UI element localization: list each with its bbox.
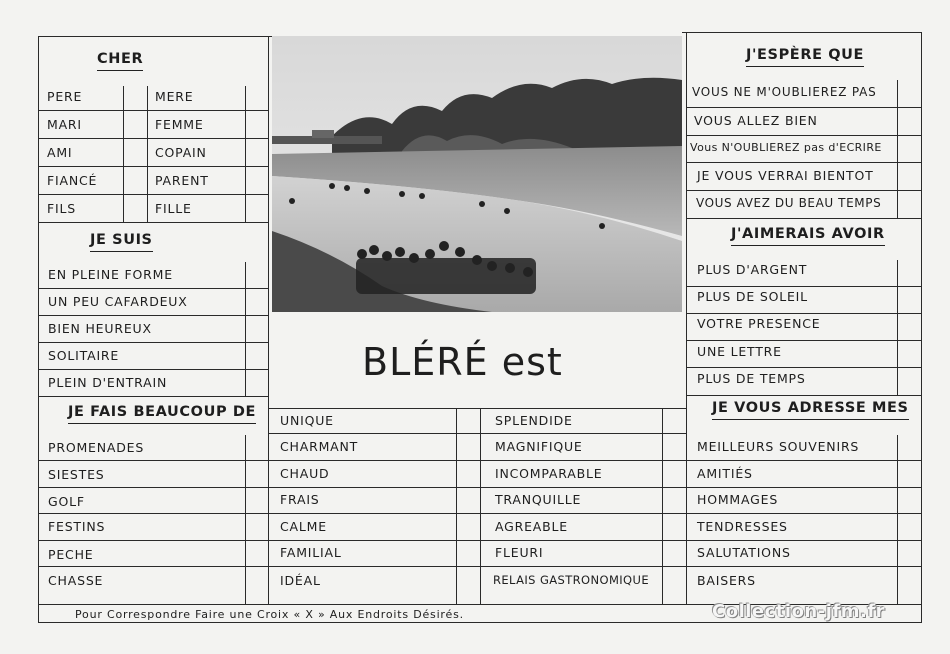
option-je-suis: UN PEU CAFARDEUX	[48, 294, 188, 309]
grid-line	[38, 194, 268, 195]
heading-je-fais: JE FAIS BEAUCOUP DE	[68, 405, 256, 424]
grid-line	[686, 487, 922, 488]
option-je-fais: PECHE	[48, 547, 94, 562]
grid-line	[38, 487, 268, 488]
option-espere: VOUS ALLEZ BIEN	[694, 113, 818, 128]
option-adjective: FLEURI	[495, 545, 544, 560]
option-adjective: CHARMANT	[280, 439, 359, 454]
option-mari: MARI	[47, 117, 82, 132]
grid-line	[268, 540, 686, 541]
grid-line	[38, 369, 268, 370]
main-title: BLÉRÉ est	[362, 340, 563, 384]
frame-line	[38, 36, 39, 622]
grid-line	[897, 80, 898, 218]
grid-line	[268, 460, 686, 461]
option-adresse: BAISERS	[697, 573, 756, 588]
grid-line	[686, 286, 922, 287]
grid-line	[245, 262, 246, 396]
option-je-suis: SOLITAIRE	[48, 348, 120, 363]
grid-line	[686, 218, 922, 219]
option-espere: Vous N'OUBLIEREZ pas d'ECRIRE	[690, 141, 882, 154]
riverside-beach-photo	[272, 36, 682, 312]
option-adjective: MAGNIFIQUE	[495, 439, 583, 454]
grid-line	[38, 222, 268, 223]
option-je-fais: CHASSE	[48, 573, 104, 588]
option-ami: AMI	[47, 145, 73, 160]
option-je-fais: FESTINS	[48, 519, 106, 534]
heading-cher: CHER	[97, 52, 143, 71]
grid-line	[245, 86, 246, 222]
grid-line	[268, 36, 269, 604]
grid-line	[686, 32, 687, 604]
option-je-suis: EN PLEINE FORME	[48, 267, 173, 282]
grid-line	[686, 162, 922, 163]
option-aimerais: UNE LETTRE	[697, 344, 782, 359]
grid-line	[268, 487, 686, 488]
option-espere: VOUS AVEZ DU BEAU TEMPS	[696, 196, 882, 210]
grid-line	[686, 367, 922, 368]
option-je-suis: PLEIN D'ENTRAIN	[48, 375, 168, 390]
option-adresse: TENDRESSES	[697, 519, 788, 534]
grid-line	[686, 340, 922, 341]
option-espere: JE VOUS VERRAI BIENTOT	[697, 168, 874, 183]
grid-line	[686, 395, 922, 396]
option-espere: VOUS NE M'OUBLIEREZ PAS	[692, 85, 877, 99]
grid-line	[38, 138, 268, 139]
option-adjective: UNIQUE	[280, 413, 334, 428]
grid-line	[38, 396, 268, 397]
grid-line	[268, 566, 686, 567]
grid-line	[38, 540, 268, 541]
grid-line	[686, 135, 922, 136]
option-adjective: FAMILIAL	[280, 545, 342, 560]
option-fille: FILLE	[155, 201, 192, 216]
option-parent: PARENT	[155, 173, 209, 188]
footer-instructions: Pour Correspondre Faire une Croix « X » Aux Endroits Désirés.	[75, 608, 464, 621]
frame-line	[38, 36, 272, 37]
option-fiance: FIANCÉ	[47, 173, 98, 188]
grid-line	[268, 513, 686, 514]
option-adresse: MEILLEURS SOUVENIRS	[697, 439, 860, 454]
option-adjective: FRAIS	[280, 492, 320, 507]
heading-je-suis: JE SUIS	[90, 233, 153, 252]
grid-line	[686, 190, 922, 191]
grid-line	[38, 342, 268, 343]
heading-espere: J'ESPÈRE QUE	[746, 48, 864, 67]
option-adresse: SALUTATIONS	[697, 545, 791, 560]
frame-line	[682, 32, 922, 33]
grid-line	[686, 460, 922, 461]
option-copain: COPAIN	[155, 145, 207, 160]
grid-line	[897, 260, 898, 395]
grid-line	[686, 313, 922, 314]
heading-adresse: JE VOUS ADRESSE MES	[712, 401, 909, 420]
option-aimerais: PLUS DE SOLEIL	[697, 289, 808, 304]
option-adjective: IDÉAL	[280, 573, 321, 588]
grid-line	[686, 566, 922, 567]
option-adjective: RELAIS GASTRONOMIQUE	[493, 573, 649, 587]
grid-line	[686, 513, 922, 514]
option-adresse: AMITIÉS	[697, 466, 753, 481]
option-adjective: CHAUD	[280, 466, 330, 481]
grid-line	[147, 86, 148, 222]
option-pere: PERE	[47, 89, 83, 104]
grid-line	[268, 408, 686, 409]
grid-line	[38, 110, 268, 111]
option-adjective: SPLENDIDE	[495, 413, 573, 428]
heading-aimerais: J'AIMERAIS AVOIR	[731, 227, 885, 246]
option-adjective: TRANQUILLE	[495, 492, 582, 507]
option-fils: FILS	[47, 201, 76, 216]
option-je-suis: BIEN HEUREUX	[48, 321, 152, 336]
grid-line	[38, 566, 268, 567]
grid-line	[123, 86, 124, 222]
frame-line	[38, 622, 922, 623]
option-aimerais: PLUS DE TEMPS	[697, 371, 806, 386]
option-aimerais: VOTRE PRESENCE	[697, 316, 821, 331]
option-je-fais: GOLF	[48, 494, 85, 509]
watermark: Collection-jfm.fr	[712, 601, 886, 622]
frame-line	[921, 32, 922, 622]
grid-line	[38, 460, 268, 461]
option-mere: MERE	[155, 89, 194, 104]
option-adjective: INCOMPARABLE	[495, 466, 603, 481]
grid-line	[686, 107, 922, 108]
grid-line	[480, 408, 481, 604]
photo-illustration	[272, 36, 682, 312]
option-adresse: HOMMAGES	[697, 492, 779, 507]
grid-line	[38, 166, 268, 167]
option-je-fais: SIESTES	[48, 467, 105, 482]
option-aimerais: PLUS D'ARGENT	[697, 262, 808, 277]
grid-line	[38, 513, 268, 514]
grid-line	[38, 315, 268, 316]
option-je-fais: PROMENADES	[48, 440, 145, 455]
option-femme: FEMME	[155, 117, 204, 132]
option-adjective: AGREABLE	[495, 519, 568, 534]
grid-line	[662, 408, 663, 604]
option-adjective: CALME	[280, 519, 327, 534]
grid-line	[686, 540, 922, 541]
grid-line	[456, 408, 457, 604]
grid-line	[268, 433, 686, 434]
grid-line	[38, 288, 268, 289]
